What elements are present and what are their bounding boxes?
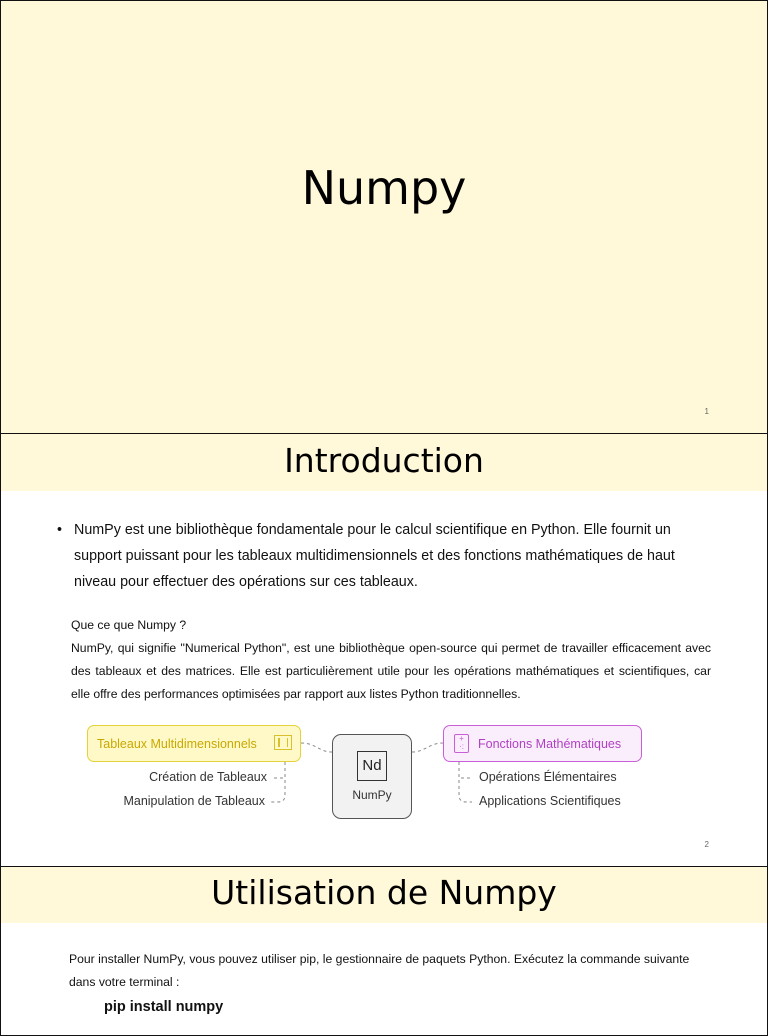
right-item-applications: Applications Scientifiques bbox=[479, 794, 621, 808]
table-columns-icon bbox=[274, 735, 292, 750]
install-command: pip install numpy bbox=[104, 999, 224, 1015]
node-fonctions-mathematiques bbox=[443, 725, 642, 762]
right-item-operations: Opérations Élémentaires bbox=[479, 770, 617, 784]
question-heading: Que ce que Numpy ? bbox=[71, 618, 187, 632]
slide-title bbox=[0, 0, 768, 434]
install-instructions: Pour installer NumPy, vous pouvez utiliser pip, le gestionnaire de paquets Python. Exécutez la commande suivante dans votre terminal : bbox=[69, 952, 690, 989]
connector-right-item-1 bbox=[459, 762, 471, 778]
connector-right-main bbox=[412, 743, 443, 752]
numpy-description: NumPy, qui signifie "Numerical Python", est une bibliothèque open-source qui permet de travailler efficacement avec des tableaux et des matrices. Elle est particulièrement utile pour les opérations mathématiques et scientifiques, car elle offre des performances optimisées par rapport aux listes Python traditionnelles. bbox=[71, 641, 711, 701]
numpy-logo-icon: Nd bbox=[357, 751, 387, 781]
node-center-label: NumPy bbox=[352, 788, 392, 802]
node-tableaux-multidimensionnels bbox=[87, 725, 301, 762]
left-item-manipulation: Manipulation de Tableaux bbox=[123, 794, 265, 808]
connector-left-item-2 bbox=[271, 762, 285, 802]
slide-introduction bbox=[0, 433, 768, 867]
intro-bullet-text: NumPy est une bibliothèque fondamentale pour le calcul scientifique en Python. Elle fournit un support puissant pour les tableaux multidimensionnels et des fonctions mathématiques de haut niveau pour effectuer des opérations sur ces tableaux. bbox=[74, 522, 675, 590]
slide-2-title: Introduction bbox=[1, 434, 767, 491]
page-number: 2 bbox=[704, 840, 709, 849]
page-number: 1 bbox=[704, 407, 709, 416]
slide-utilisation bbox=[0, 866, 768, 1036]
calculator-icon: + ·: bbox=[454, 734, 469, 753]
connector-left-item-1 bbox=[273, 762, 285, 778]
numpy-mindmap-diagram bbox=[1, 722, 768, 822]
connector-right-item-2 bbox=[459, 762, 472, 802]
node-right-label: Fonctions Mathématiques bbox=[478, 736, 622, 751]
node-numpy-center bbox=[332, 734, 412, 819]
left-item-creation: Création de Tableaux bbox=[149, 770, 267, 784]
connector-left-main bbox=[301, 743, 332, 752]
intro-paragraph bbox=[71, 614, 711, 706]
intro-bullet bbox=[57, 518, 713, 595]
bullet-dot-icon: • bbox=[57, 522, 63, 538]
slide-3-title: Utilisation de Numpy bbox=[1, 867, 767, 923]
node-left-label: Tableaux Multidimensionnels bbox=[97, 736, 257, 751]
slide-1-title: Numpy bbox=[301, 161, 467, 215]
